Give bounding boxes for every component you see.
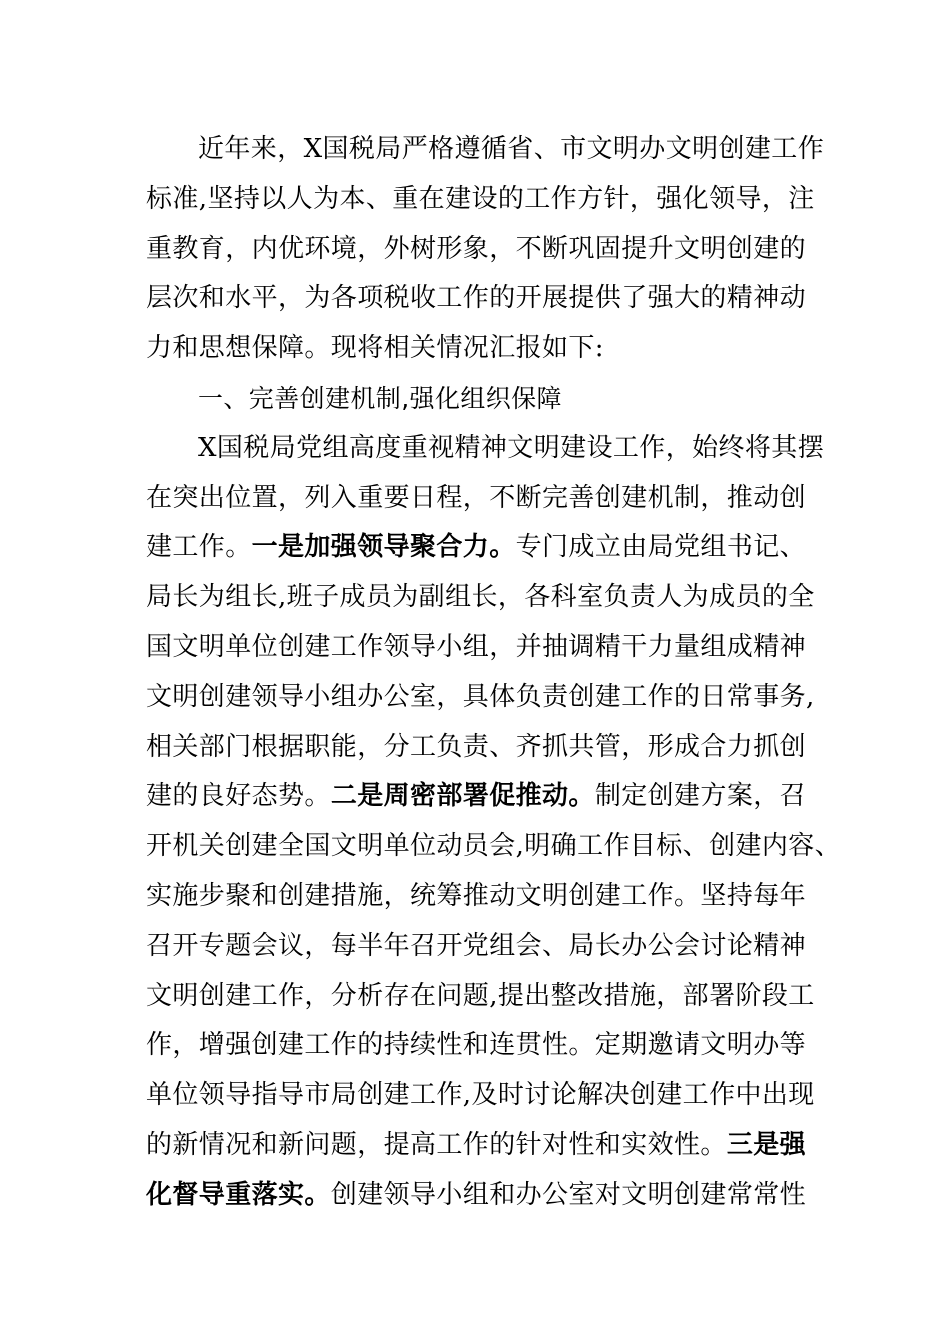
text-segment: 作，增强创建工作的持续性和连贯性。定期邀请文明办等: [146, 1030, 807, 1061]
text-segment: 国文明单位创建工作领导小组，并抽调精干力量组成精神: [146, 631, 807, 662]
paragraph-line: [146, 1071, 816, 1121]
paragraph-line: [146, 1171, 816, 1221]
paragraph-line: [146, 1021, 816, 1071]
paragraph-line: [146, 922, 816, 972]
text-segment: 一、完善创建机制,强化组织保障: [198, 383, 562, 413]
text-segment: 的新情况和新问题，提高工作的针对性和实效性。: [146, 1129, 727, 1160]
text-segment: 相关部门根据职能，分工负责、齐抓共管，形成合力抓创: [146, 731, 807, 762]
text-segment: 文明创建领导小组办公室，具体负责创建工作的日常事务,: [146, 681, 815, 712]
paragraph-line: [146, 1121, 816, 1171]
paragraph-line: [146, 573, 816, 623]
text-segment: 专门成立由局党组书记、: [515, 532, 807, 563]
text-segment: 制定创建方案，召: [594, 781, 807, 812]
paragraph-line: [146, 125, 825, 175]
text-segment: 创建领导小组和办公室对文明创建常常性: [330, 1179, 807, 1210]
text-segment: 开机关创建全国文明单位动员会,明确工作目标、创建内容、: [146, 831, 842, 862]
paragraph-line: [146, 972, 816, 1022]
text-segment: 标准,坚持以人为本、重在建设的工作方针，强化领导，注: [146, 183, 815, 214]
text-segment: 重教育，内优环境，外树形象，不断巩固提升文明创建的: [146, 233, 807, 264]
text-segment: 建工作。: [146, 532, 252, 563]
paragraph-line: [146, 723, 816, 773]
paragraph-line: [146, 175, 816, 225]
paragraph-line: [146, 872, 816, 922]
paragraph-line: [146, 324, 816, 374]
bold-phrase: 三是强: [726, 1129, 807, 1160]
bold-phrase: 二是周密部署促推动。: [330, 781, 595, 812]
text-segment: 局长为组长,班子成员为副组长，各科室负责人为成员的全: [146, 582, 815, 613]
section-heading: [146, 374, 816, 424]
paragraph-line: [146, 673, 816, 723]
text-segment: 层次和水平，为各项税收工作的开展提供了强大的精神动: [146, 283, 807, 314]
paragraph-line: [146, 274, 816, 324]
paragraph-line: [146, 772, 816, 822]
text-segment: 建的良好态势。: [146, 781, 331, 812]
text-segment: 文明创建工作，分析存在问题,提出整改措施，部署阶段工: [146, 980, 815, 1011]
text-segment: 近年来，X国税局严格遵循省、市文明办文明创建工作: [198, 134, 825, 164]
paragraph-line: [146, 623, 816, 673]
paragraph-line: [146, 523, 816, 573]
bold-phrase: 一是加强领导聚合力。: [251, 532, 516, 563]
text-segment: 在突出位置，列入重要日程，不断完善创建机制，推动创: [146, 482, 807, 513]
document-page: [146, 125, 842, 1221]
text-segment: 力和思想保障。现将相关情况汇报如下:: [146, 333, 604, 364]
text-segment: X国税局党组高度重视精神文明建设工作，始终将其摆: [198, 432, 825, 463]
text-segment: 实施步聚和创建措施，统筹推动文明创建工作。坚持每年: [146, 880, 807, 911]
bold-phrase: 化督导重落实。: [146, 1179, 331, 1210]
paragraph-line: [146, 424, 825, 474]
text-segment: 召开专题会议，每半年召开党组会、局长办公会讨论精神: [146, 930, 807, 961]
paragraph-line: [146, 822, 842, 872]
paragraph-line: [146, 225, 816, 275]
paragraph-line: [146, 474, 816, 524]
text-segment: 单位领导指导市局创建工作,及时讨论解决创建工作中出现: [146, 1080, 815, 1111]
